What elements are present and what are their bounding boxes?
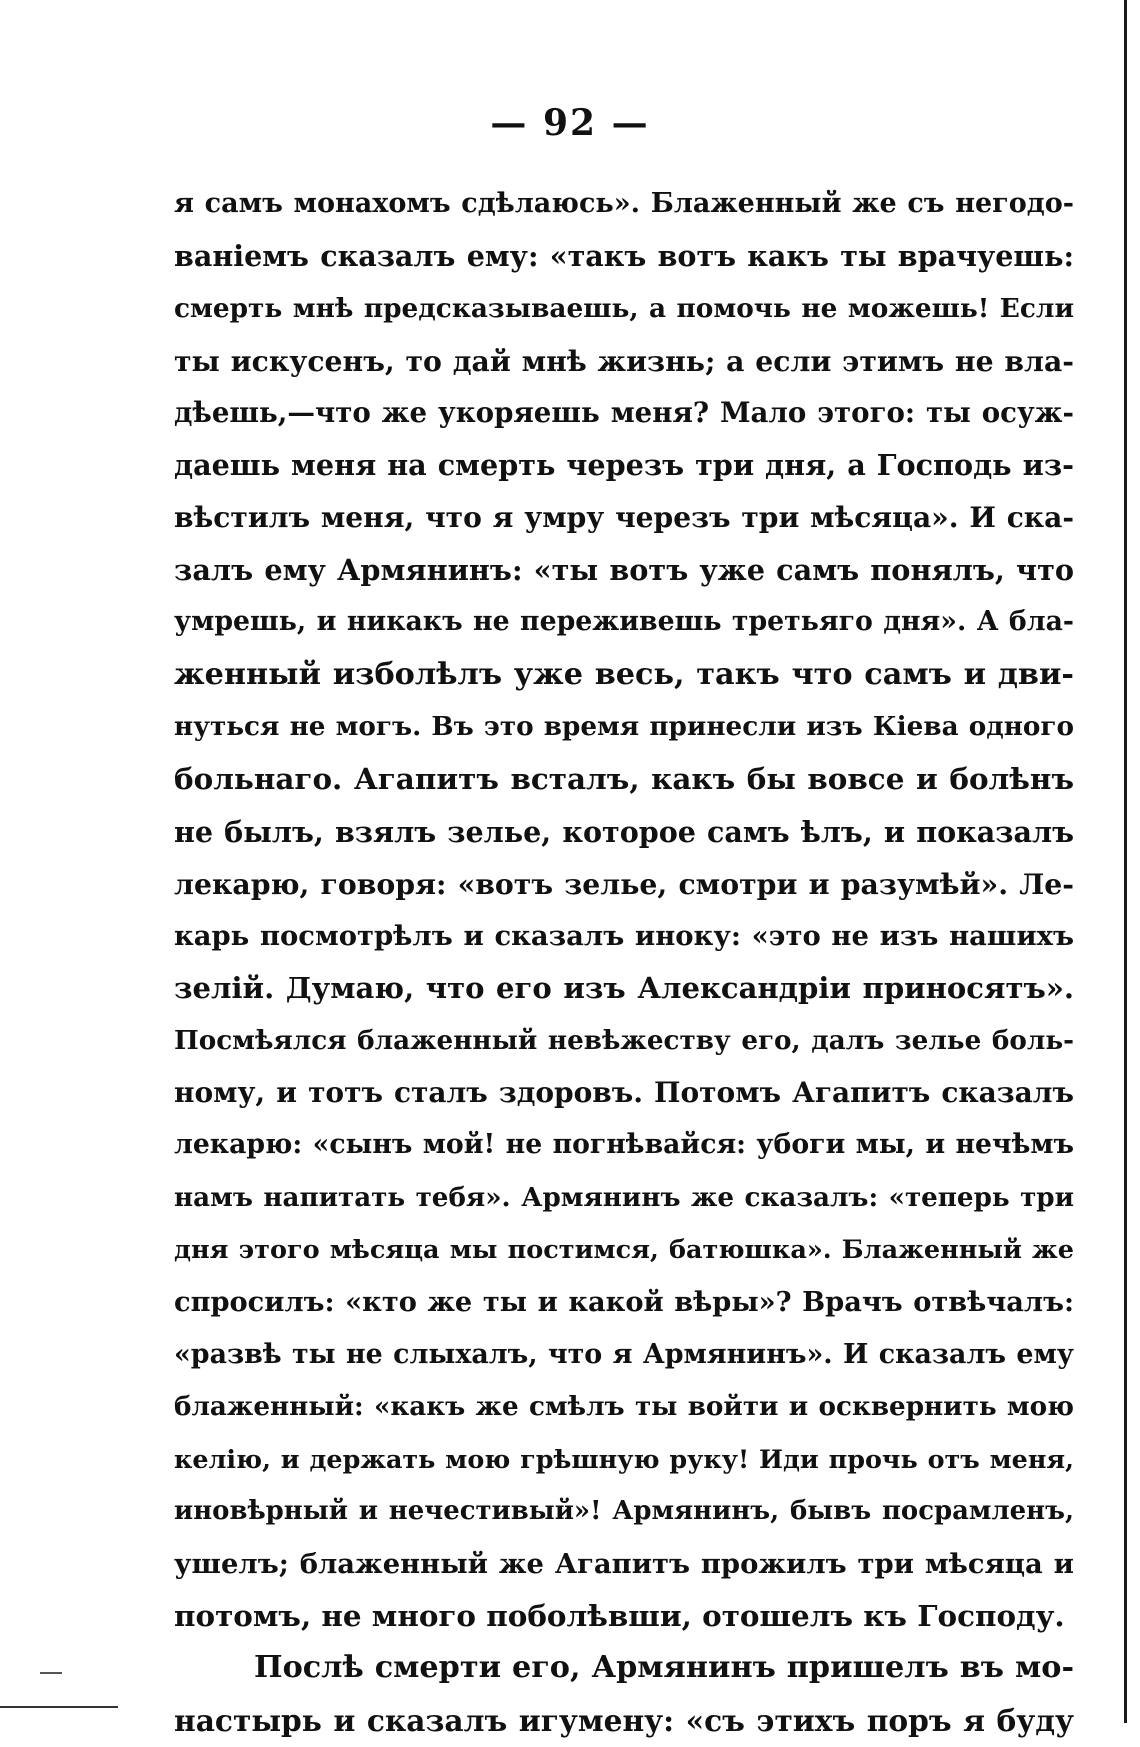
paragraph-start-line: Послѣ смерти его, Армянинъ пришелъ въ мо- bbox=[254, 1650, 1074, 1686]
text-line: больнаго. Агапитъ всталъ, какъ бы вовсе и болѣнъ bbox=[174, 761, 1074, 797]
text-line: даешь меня на смерть черезъ три дня, а Господь из- bbox=[174, 448, 1074, 483]
text-line: «развѣ ты не слыхалъ, что я Армянинъ». И сказалъ ему bbox=[174, 1338, 1074, 1370]
text-line: дня этого мѣсяца мы постимся, батюшка». Блаженный же bbox=[174, 1234, 1074, 1265]
page-edge-rule bbox=[1124, 0, 1127, 1723]
text-line: зелiй. Думаю, что его изъ Александрiи приносятъ». bbox=[174, 971, 1074, 1006]
text-line: спросилъ: «кто же ты и какой вѣры»? Врачъ отвѣчалъ: bbox=[174, 1286, 1074, 1319]
text-line: умрешь, и никакъ не переживешь третьяго дня». А бла- bbox=[174, 606, 1074, 638]
text-line: карь посмотрѣлъ и сказалъ иноку: «это не изъ нашихъ bbox=[174, 920, 1074, 953]
text-line: настырь и сказалъ игумену: «съ этихъ поръ я буду bbox=[174, 1702, 1074, 1738]
page-number: — 92 — bbox=[490, 102, 650, 144]
text-line: намъ напитать тебя». Армянинъ же сказалъ: «теперь три bbox=[174, 1181, 1074, 1213]
text-line: дѣешь,—что же укоряешь меня? Мало этого: ты осуж- bbox=[174, 396, 1074, 430]
text-line: смерть мнѣ предсказываешь, а помочь не можешь! Если bbox=[174, 292, 1074, 324]
text-line: залъ ему Армянинъ: «ты вотъ уже самъ понялъ, что bbox=[174, 553, 1074, 588]
text-line: лекарю: «сынъ мой! не погнѣвайся: убоги мы, и нечѣмъ bbox=[174, 1129, 1074, 1161]
text-line: иновѣрный и нечестивый»! Армянинъ, бывъ посрамленъ, bbox=[174, 1496, 1074, 1527]
text-line: я самъ монахомъ сдѣлаюсь». Блаженный же съ негодо- bbox=[174, 188, 1074, 219]
text-line: ному, и тотъ сталъ здоровъ. Потомъ Агапитъ сказалъ bbox=[174, 1076, 1074, 1110]
text-line: женный изболѣлъ уже весь, такъ что самъ и дви- bbox=[174, 656, 1074, 692]
text-line: келiю, и держать мою грѣшную руку! Иди прочь отъ меня, bbox=[174, 1444, 1074, 1475]
text-line: Посмѣялся блаженный невѣжеству его, далъ зелье боль- bbox=[174, 1024, 1074, 1056]
text-line: вѣстилъ меня, что я умру черезъ три мѣсяца». И ска- bbox=[174, 500, 1074, 534]
text-line: ты искусенъ, то дай мнѣ жизнь; а если этимъ не вла- bbox=[174, 343, 1074, 378]
text-line: лекарю, говоря: «вотъ зелье, смотри и разумѣй». Ле- bbox=[174, 866, 1074, 901]
text-line: ушелъ; блаженный же Агапитъ прожилъ три мѣсяца и bbox=[174, 1547, 1074, 1580]
bottom-rule bbox=[0, 1706, 118, 1708]
scan-mark bbox=[40, 1672, 62, 1674]
paragraph-end-line: потомъ, не много поболѣвши, отошелъ къ Господу. bbox=[174, 1598, 1065, 1634]
text-line: блаженный: «какъ же смѣлъ ты войти и осквернить мою bbox=[174, 1390, 1074, 1422]
text-line: ванiемъ сказалъ ему: «такъ вотъ какъ ты врачуешь: bbox=[174, 239, 1074, 274]
text-line: не былъ, взялъ зелье, которое самъ ѣлъ, и показалъ bbox=[174, 814, 1074, 849]
text-line: нуться не могъ. Въ это время принесли изъ Кiева одного bbox=[174, 710, 1074, 742]
body-text bbox=[174, 178, 1074, 1747]
